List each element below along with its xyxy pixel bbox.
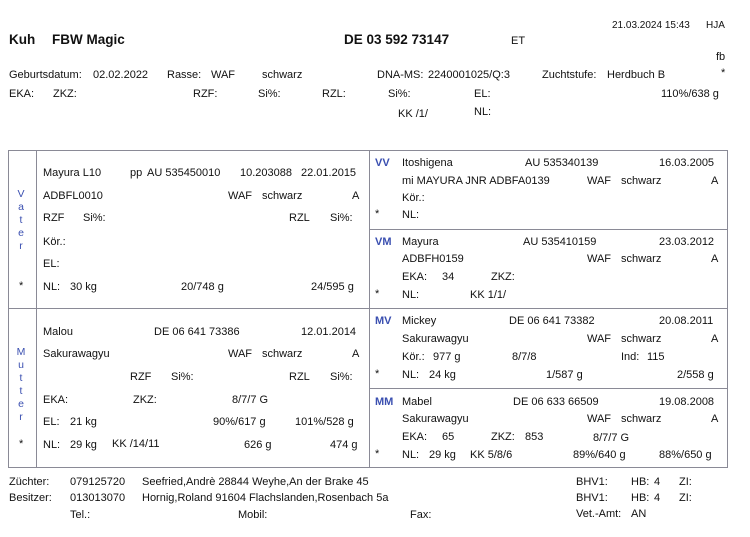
vater-grade: A — [352, 190, 360, 202]
mutter-id: DE 06 641 73386 — [154, 326, 240, 338]
zucht-value: Herdbuch B — [607, 69, 666, 81]
si-label-2: Si%: — [388, 88, 411, 100]
mv-breed: WAF — [587, 333, 612, 345]
vater-nl: NL: — [43, 281, 61, 293]
mv-nl-value: 24 kg — [429, 369, 456, 381]
mutter-si-1: Si%: — [171, 371, 194, 383]
mutter-el-value-1: 90%/617 g — [213, 416, 266, 428]
mv-kor: Kör.: — [402, 351, 425, 363]
vm-zkz: ZKZ: — [491, 271, 515, 283]
mm-score: 8/7/7 G — [593, 432, 630, 444]
vm-eka-value: 34 — [442, 271, 455, 283]
rzl-label: RZL: — [322, 88, 346, 100]
pedigree-divider-vertical — [369, 150, 370, 468]
tel-label: Tel.: — [70, 509, 91, 521]
mutter-si-2: Si%: — [330, 371, 353, 383]
eka-label: EKA: — [9, 88, 35, 100]
mm-nl-value: 29 kg — [429, 449, 456, 461]
vm-grade: A — [711, 253, 719, 265]
mutter-zkz: ZKZ: — [133, 394, 157, 406]
mm-value-2: 88%/650 g — [659, 449, 712, 461]
vv-id: AU 535340139 — [525, 157, 599, 169]
mm-eka: EKA: — [402, 431, 428, 443]
vater-kor: Kör.: — [43, 236, 66, 248]
mv-tag: MV — [375, 315, 392, 327]
vater-nl-value: 30 kg — [70, 281, 97, 293]
pedigree-box — [8, 150, 728, 468]
mm-value-1: 89%/640 g — [573, 449, 626, 461]
vater-breed: WAF — [228, 190, 253, 202]
mm-name: Mabel — [402, 396, 432, 408]
hb-label-1: HB: — [631, 476, 650, 488]
vater-star: * — [19, 280, 24, 292]
besitzer-id: 013013070 — [70, 492, 126, 504]
vv-sub: mi MAYURA JNR ADBFA0139 — [402, 175, 550, 187]
et-flag: ET — [511, 35, 526, 47]
mutter-letter: e — [18, 398, 24, 410]
mutter-grade: A — [352, 348, 360, 360]
mv-color: schwarz — [621, 333, 662, 345]
mutter-breed: WAF — [228, 348, 253, 360]
mutter-rzl: RZL — [289, 371, 310, 383]
vater-color: schwarz — [262, 190, 303, 202]
vv-breed: WAF — [587, 175, 612, 187]
mv-score: 8/7/8 — [512, 351, 537, 363]
mutter-side-label — [14, 346, 28, 424]
bhv1-label-1: BHV1: — [576, 476, 608, 488]
mutter-color: schwarz — [262, 348, 303, 360]
vm-date: 23.03.2012 — [659, 236, 715, 248]
mv-ind: Ind: — [621, 351, 640, 363]
vv-nl: NL: — [402, 209, 420, 221]
print-datetime: 21.03.2024 15:43 — [612, 20, 690, 31]
mv-breed-name: Sakurawagyu — [402, 333, 469, 345]
pedigree-side-divider — [36, 150, 37, 468]
animal-type: Kuh — [9, 32, 36, 47]
vm-code: ADBFH0159 — [402, 253, 464, 265]
mutter-name: Malou — [43, 326, 73, 338]
besitzer-label: Besitzer: — [9, 492, 52, 504]
mutter-letter: u — [18, 359, 24, 371]
mutter-eka: EKA: — [43, 394, 69, 406]
vater-number: 10.203088 — [240, 167, 292, 179]
mm-zkz: ZKZ: — [491, 431, 515, 443]
vm-breed: WAF — [587, 253, 612, 265]
mv-nl: NL: — [402, 369, 420, 381]
vv-star: * — [375, 208, 380, 220]
vm-name: Mayura — [402, 236, 439, 248]
vater-value-1: 20/748 g — [181, 281, 224, 293]
nl-label: NL: — [474, 106, 492, 118]
vater-si-1: Si%: — [83, 212, 106, 224]
el-label: EL: — [474, 88, 491, 100]
vm-tag: VM — [375, 236, 392, 248]
mm-nl: NL: — [402, 449, 420, 461]
mutter-breed-name: Sakurawagyu — [43, 348, 110, 360]
vater-id: AU 535450010 — [147, 167, 221, 179]
mm-color: schwarz — [621, 413, 662, 425]
mutter-letter: t — [19, 385, 23, 397]
mm-breed: WAF — [587, 413, 612, 425]
birth-label: Geburtsdatum: — [9, 69, 82, 81]
vv-grade: A — [711, 175, 719, 187]
dna-label: DNA-MS: — [377, 69, 424, 81]
zkz-label: ZKZ: — [53, 88, 77, 100]
vater-letter: V — [17, 188, 25, 200]
vater-side-label — [14, 188, 28, 253]
vater-rzf: RZF — [43, 212, 65, 224]
mutter-nl: NL: — [43, 439, 61, 451]
vm-id: AU 535410159 — [523, 236, 597, 248]
vm-eka: EKA: — [402, 271, 428, 283]
vater-letter: t — [19, 214, 23, 226]
mutter-el: EL: — [43, 416, 60, 428]
kk-value: KK /1/ — [398, 108, 428, 120]
vater-letter: e — [18, 227, 24, 239]
mv-star: * — [375, 368, 380, 380]
breed-label: Rasse: — [167, 69, 202, 81]
vv-date: 16.03.2005 — [659, 157, 715, 169]
mutter-el-value-2: 101%/528 g — [295, 416, 354, 428]
pedigree-divider-upper — [369, 229, 728, 230]
hb-label-2: HB: — [631, 492, 650, 504]
mv-value-1: 1/587 g — [546, 369, 583, 381]
breed-value: WAF — [211, 69, 236, 81]
mv-id: DE 06 641 73382 — [509, 315, 595, 327]
rzf-label: RZF: — [193, 88, 218, 100]
mutter-nl-value-1: 626 g — [244, 439, 272, 451]
vater-el: EL: — [43, 258, 60, 270]
zuchter-id: 079125720 — [70, 476, 126, 488]
mv-value-2: 2/558 g — [677, 369, 714, 381]
vater-date: 22.01.2015 — [301, 167, 357, 179]
besitzer-address: Hornig,Roland 91604 Flachslanden,Rosenbach 5a — [142, 492, 389, 504]
el-value: 110%/638 g — [661, 88, 719, 100]
mm-date: 19.08.2008 — [659, 396, 715, 408]
zi-label-1: ZI: — [679, 476, 692, 488]
si-label-1: Si%: — [258, 88, 281, 100]
vv-kor: Kör.: — [402, 192, 425, 204]
bhv1-label-2: BHV1: — [576, 492, 608, 504]
mutter-score: 8/7/7 G — [232, 394, 269, 406]
mm-grade: A — [711, 413, 719, 425]
vater-pp: pp — [130, 167, 143, 179]
vet-value: AN — [631, 508, 647, 520]
zuchter-label: Züchter: — [9, 476, 50, 488]
mutter-letter: r — [19, 411, 23, 423]
mutter-date: 12.01.2014 — [301, 326, 357, 338]
mobil-label: Mobil: — [238, 509, 268, 521]
vv-tag: VV — [375, 157, 390, 169]
vater-letter: a — [18, 201, 24, 213]
vater-si-2: Si%: — [330, 212, 353, 224]
vm-kk: KK 1/1/ — [470, 289, 507, 301]
vv-name: Itoshigena — [402, 157, 453, 169]
hb-value-1: 4 — [654, 476, 661, 488]
mm-breed-name: Sakurawagyu — [402, 413, 469, 425]
color-value: schwarz — [262, 69, 303, 81]
mutter-rzf: RZF — [130, 371, 152, 383]
dna-value: 2240001025/Q:3 — [428, 69, 510, 81]
mv-kor-value: 977 g — [433, 351, 461, 363]
mutter-nl-value-2: 474 g — [330, 439, 358, 451]
mutter-kk: KK /14/11 — [112, 438, 160, 450]
pedigree-divider-middle — [8, 308, 728, 309]
fb-flag: fb — [716, 51, 726, 63]
user-code: HJA — [706, 20, 725, 31]
birth-value: 02.02.2022 — [93, 69, 149, 81]
mm-id: DE 06 633 66509 — [513, 396, 599, 408]
vm-color: schwarz — [621, 253, 662, 265]
vv-color: schwarz — [621, 175, 662, 187]
mv-date: 20.08.2011 — [659, 315, 714, 327]
zi-label-2: ZI: — [679, 492, 692, 504]
animal-name: FBW Magic — [52, 32, 125, 47]
mutter-nl-value: 29 kg — [70, 439, 97, 451]
vater-rzl: RZL — [289, 212, 310, 224]
mm-star: * — [375, 448, 380, 460]
vet-label: Vet.-Amt: — [576, 508, 622, 520]
vater-code: ADBFL0010 — [43, 190, 103, 202]
fax-label: Fax: — [410, 509, 432, 521]
zucht-label: Zuchtstufe: — [542, 69, 597, 81]
pedigree-divider-lower — [369, 388, 728, 389]
mutter-letter: t — [19, 372, 23, 384]
zuchter-address: Seefried,Andrè 28844 Weyhe,An der Brake 45 — [142, 476, 369, 488]
mv-name: Mickey — [402, 315, 437, 327]
vm-nl: NL: — [402, 289, 420, 301]
vater-name: Mayura L10 — [43, 167, 102, 179]
mm-eka-value: 65 — [442, 431, 455, 443]
mm-tag: MM — [375, 396, 394, 408]
vm-star: * — [375, 288, 380, 300]
mutter-star: * — [19, 438, 24, 450]
mv-grade: A — [711, 333, 719, 345]
hb-value-2: 4 — [654, 492, 661, 504]
mv-ind-value: 115 — [647, 351, 665, 363]
ear-tag: DE 03 592 73147 — [344, 32, 450, 47]
header-star: * — [721, 67, 726, 79]
vater-value-2: 24/595 g — [311, 281, 354, 293]
mutter-el-value: 21 kg — [70, 416, 97, 428]
vater-letter: r — [19, 240, 23, 252]
mm-zkz-value: 853 — [525, 431, 544, 443]
mutter-letter: M — [16, 346, 26, 358]
mm-kk: KK 5/8/6 — [470, 449, 513, 461]
